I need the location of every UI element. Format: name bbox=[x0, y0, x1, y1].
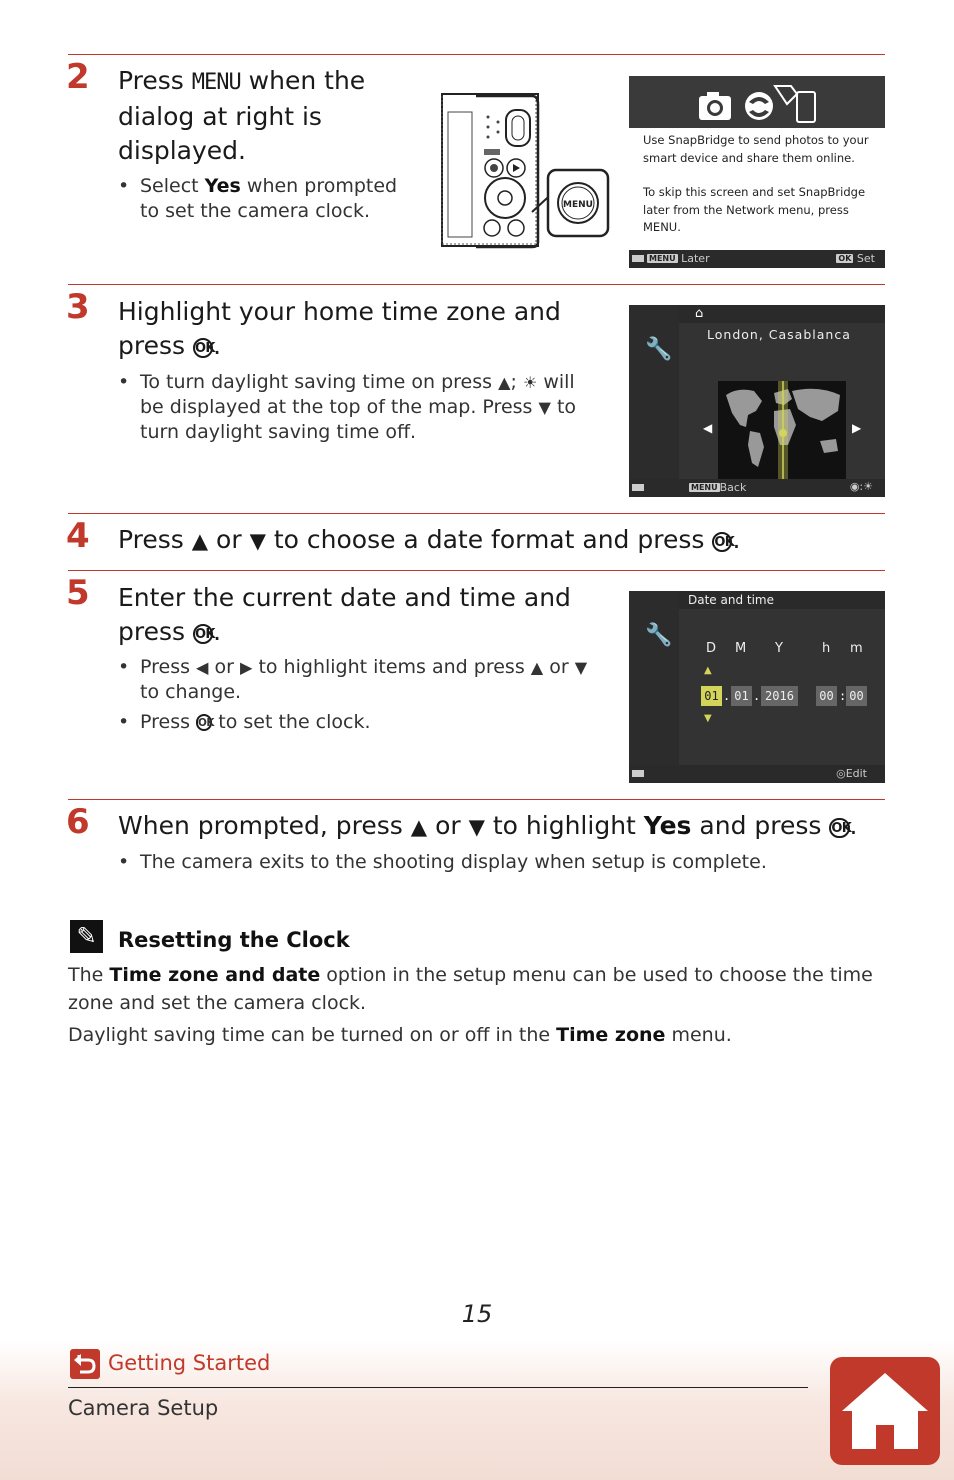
back-arrow-icon[interactable] bbox=[70, 1349, 100, 1379]
year-label: Y bbox=[775, 641, 783, 656]
right-arrow-icon: ▶ bbox=[239, 658, 253, 677]
wrench-icon: 🔧 bbox=[645, 337, 673, 362]
daylight-saving-icon: ☀ bbox=[522, 373, 538, 392]
note-paragraph: The Time zone and date option in the setup menu can be used to choose the time zone and set the camera clock. bbox=[68, 964, 873, 1014]
world-map bbox=[718, 381, 846, 479]
step-divider bbox=[68, 54, 885, 55]
step-divider bbox=[68, 513, 885, 514]
footer-divider bbox=[68, 1387, 808, 1388]
screen-bottom-bar bbox=[629, 479, 885, 497]
note-title: Resetting the Clock bbox=[118, 928, 350, 952]
down-arrow-icon: ▼ bbox=[468, 815, 485, 840]
bullet-item: • Press OK to set the clock. bbox=[118, 711, 371, 733]
step-number: 4 bbox=[66, 516, 90, 556]
home-zone-icon: ⌂ bbox=[695, 306, 704, 321]
hour-field[interactable]: 00 bbox=[816, 686, 837, 706]
camera-and-snapbridge-icon bbox=[697, 82, 821, 126]
ok-button-icon: OK bbox=[193, 338, 213, 358]
step-divider bbox=[68, 570, 885, 571]
city-name: London, Casablanca bbox=[707, 327, 851, 342]
dst-toggle-icon: ◉:☀ bbox=[849, 480, 873, 493]
bullet-item: • Press ◀ or ▶ to highlight items and press ▲ or ▼ to change. bbox=[118, 656, 588, 703]
back-label: Back bbox=[719, 481, 747, 494]
snapbridge-dialog-screen bbox=[629, 76, 885, 268]
ok-button-icon: OK bbox=[196, 714, 212, 730]
down-arrow-icon: ▼ bbox=[574, 658, 588, 677]
bullet-item: • To turn daylight saving time on press ▲; ☀ will be displayed at the top of the map. Press ▼ to turn daylight saving time off. bbox=[118, 371, 577, 443]
bullet-item: • The camera exits to the shooting display when setup is complete. bbox=[118, 851, 767, 873]
month-label: M bbox=[735, 641, 747, 656]
dialog-text: To skip this screen and set SnapBridge later from the Network menu, press MENU. bbox=[643, 185, 866, 234]
step-number: 3 bbox=[66, 287, 90, 327]
ok-button-icon: OK bbox=[712, 532, 732, 552]
subsection-link[interactable]: Camera Setup bbox=[68, 1396, 219, 1420]
ok-button-icon: OK bbox=[829, 818, 849, 838]
month-field[interactable]: 01 bbox=[731, 686, 752, 706]
menu-button-label: MENU bbox=[563, 200, 593, 210]
note-paragraph: Daylight saving time can be turned on or off in the Time zone menu. bbox=[68, 1024, 732, 1046]
hour-label: h bbox=[822, 641, 831, 656]
step-number: 2 bbox=[66, 57, 90, 97]
down-arrow-icon: ▼ bbox=[249, 529, 266, 554]
year-field[interactable]: 2016 bbox=[761, 686, 798, 706]
home-button[interactable] bbox=[830, 1357, 940, 1465]
left-arrow-icon: ◀ bbox=[703, 421, 713, 435]
menu-key-tag: MENU bbox=[649, 254, 676, 263]
up-arrow-icon: ▲ bbox=[498, 373, 511, 392]
multi-selector-icon: ◎ bbox=[836, 767, 846, 780]
time-zone-screen bbox=[629, 305, 885, 497]
day-label: D bbox=[706, 641, 717, 656]
page-number: 15 bbox=[461, 1300, 493, 1328]
right-arrow-icon: ▶ bbox=[852, 421, 862, 435]
ok-button-icon: OK bbox=[193, 624, 213, 644]
section-link[interactable]: Getting Started bbox=[108, 1351, 271, 1375]
down-arrow-icon: ▼ bbox=[538, 398, 551, 417]
step-title: Enter the current date and time and press OK. bbox=[118, 583, 571, 646]
minute-field[interactable]: 00 bbox=[846, 686, 867, 706]
dialog-text: Use SnapBridge to send photos to your smart device and share them online. bbox=[643, 133, 869, 165]
step-title: Press ▲ or ▼ to choose a date format and press OK. bbox=[118, 525, 741, 554]
step-divider bbox=[68, 799, 885, 800]
left-arrow-icon: ◀ bbox=[196, 658, 209, 677]
wrench-icon: 🔧 bbox=[645, 623, 673, 648]
date-time-screen: 🔧 Date and time D M Y h m ▲ 01 . 01 . 2016 00 : 00 ▼ ◎Edit bbox=[629, 591, 885, 783]
up-arrow-icon: ▲ bbox=[191, 529, 209, 554]
screen-bottom-bar bbox=[629, 765, 885, 783]
screen-title: Date and time bbox=[688, 593, 774, 607]
bullet-item: • Select Yes when prompted to set the camera clock. bbox=[118, 175, 398, 222]
day-field[interactable]: 01 bbox=[701, 686, 722, 706]
step-title: Highlight your home time zone and press OK. bbox=[118, 297, 561, 360]
step-divider bbox=[68, 284, 885, 285]
battery-icon bbox=[632, 484, 644, 491]
battery-icon bbox=[632, 255, 644, 262]
menu-key: MENU bbox=[191, 70, 241, 95]
note-pencil-icon: ✎ bbox=[70, 920, 103, 953]
set-label: Set bbox=[856, 252, 875, 265]
home-icon bbox=[830, 1357, 940, 1465]
up-arrow-icon: ▲ bbox=[704, 665, 712, 676]
up-arrow-icon: ▲ bbox=[530, 658, 544, 677]
battery-icon bbox=[632, 770, 644, 777]
camera-back-illustration bbox=[440, 92, 615, 252]
step-title: When prompted, press ▲ or ▼ to highlight Yes and press OK. bbox=[118, 811, 858, 840]
step-title: Press MENU when the dialog at right is displayed. bbox=[118, 66, 366, 165]
screen-bottom-bar bbox=[629, 250, 885, 268]
ok-key-tag: OK bbox=[838, 254, 852, 263]
step-number: 6 bbox=[66, 802, 90, 842]
menu-key-tag: MENU bbox=[691, 483, 718, 492]
edit-label: Edit bbox=[845, 767, 867, 780]
up-arrow-icon: ▲ bbox=[410, 815, 428, 840]
minute-label: m bbox=[850, 641, 863, 656]
later-label: Later bbox=[681, 252, 710, 265]
step-number: 5 bbox=[66, 573, 90, 613]
down-arrow-icon: ▼ bbox=[704, 713, 712, 724]
